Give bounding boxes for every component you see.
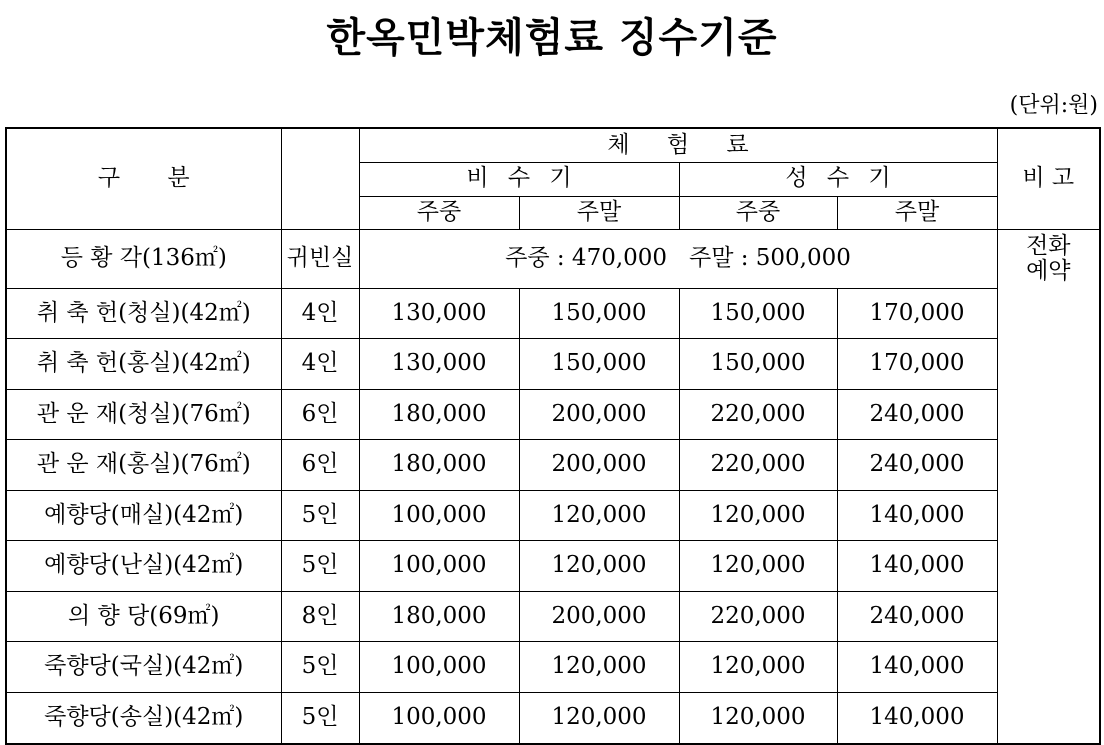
off-weekday-price: 130,000 [359, 339, 519, 390]
room-name: 예향당(난실)(42㎡) [6, 541, 281, 592]
off-weekend-price: 200,000 [519, 389, 679, 440]
room-capacity: 귀빈실 [281, 229, 359, 288]
peak-weekend-price: 240,000 [837, 591, 997, 642]
peak-weekday-price: 220,000 [679, 591, 837, 642]
off-weekend-price: 200,000 [519, 591, 679, 642]
room-name: 죽향당(국실)(42㎡) [6, 642, 281, 693]
table-row [6, 642, 1100, 693]
peak-weekend-price: 240,000 [837, 440, 997, 491]
table-row [6, 440, 1100, 491]
note-cell [997, 229, 1100, 744]
header-off-weekday: 주중 [359, 196, 519, 229]
off-weekday-price: 100,000 [359, 541, 519, 592]
unit-label: (단위:원) [1009, 93, 1098, 118]
room-capacity: 6인 [281, 389, 359, 440]
peak-weekend-price: 170,000 [837, 288, 997, 339]
peak-weekend-price: 140,000 [837, 541, 997, 592]
table-row [6, 389, 1100, 440]
table-row [6, 339, 1100, 390]
room-capacity: 5인 [281, 692, 359, 744]
off-weekend-price: 120,000 [519, 490, 679, 541]
room-name: 취 축 헌(청실)(42㎡) [6, 288, 281, 339]
room-capacity: 8인 [281, 591, 359, 642]
room-capacity: 5인 [281, 642, 359, 693]
note-line-1: 전화 [1026, 232, 1071, 259]
peak-weekday-price: 150,000 [679, 288, 837, 339]
room-capacity: 4인 [281, 339, 359, 390]
off-weekend-price: 120,000 [519, 541, 679, 592]
room-price-combined: 주중 : 470,000 주말 : 500,000 [359, 229, 997, 288]
peak-weekend-price: 240,000 [837, 389, 997, 440]
peak-weekend-price: 140,000 [837, 490, 997, 541]
peak-weekday-price: 150,000 [679, 339, 837, 390]
room-name: 죽향당(송실)(42㎡) [6, 692, 281, 744]
off-weekend-price: 200,000 [519, 440, 679, 491]
table-row [6, 591, 1100, 642]
table-row-first [6, 229, 1100, 288]
room-name: 예향당(매실)(42㎡) [6, 490, 281, 541]
header-off-weekend: 주말 [519, 196, 679, 229]
peak-weekday-price: 220,000 [679, 440, 837, 491]
table-row [6, 692, 1100, 744]
table-row [6, 490, 1100, 541]
peak-weekday-price: 120,000 [679, 692, 837, 744]
peak-weekday-price: 120,000 [679, 642, 837, 693]
off-weekday-price: 180,000 [359, 389, 519, 440]
room-name: 관 운 재(청실)(76㎡) [6, 389, 281, 440]
peak-weekend-price: 140,000 [837, 642, 997, 693]
note-line-2: 예약 [1026, 257, 1071, 284]
peak-weekend-price: 140,000 [837, 692, 997, 744]
off-weekday-price: 100,000 [359, 692, 519, 744]
table-row [6, 288, 1100, 339]
off-weekday-price: 100,000 [359, 642, 519, 693]
off-weekday-price: 180,000 [359, 440, 519, 491]
off-weekend-price: 150,000 [519, 339, 679, 390]
header-fee: 체 험 료 [359, 128, 997, 162]
room-name: 취 축 헌(홍실)(42㎡) [6, 339, 281, 390]
room-name: 의 향 당(69㎡) [6, 591, 281, 642]
peak-weekday-price: 120,000 [679, 490, 837, 541]
header-capacity-blank [281, 128, 359, 229]
header-off-season: 비 수 기 [359, 162, 679, 196]
peak-weekday-price: 120,000 [679, 541, 837, 592]
off-weekend-price: 150,000 [519, 288, 679, 339]
header-note: 비 고 [997, 128, 1100, 229]
peak-weekend-price: 170,000 [837, 339, 997, 390]
fee-table [5, 127, 1101, 745]
room-name: 등 황 각(136㎡) [6, 229, 281, 288]
header-peak-weekday: 주중 [679, 196, 837, 229]
peak-weekday-price: 220,000 [679, 389, 837, 440]
room-name: 관 운 재(홍실)(76㎡) [6, 440, 281, 491]
off-weekday-price: 100,000 [359, 490, 519, 541]
off-weekday-price: 130,000 [359, 288, 519, 339]
header-peak-season: 성 수 기 [679, 162, 997, 196]
header-category: 구 분 [6, 128, 281, 229]
off-weekday-price: 180,000 [359, 591, 519, 642]
header-peak-weekend: 주말 [837, 196, 997, 229]
room-capacity: 5인 [281, 490, 359, 541]
page-title: 한옥민박체험료 징수기준 [326, 14, 778, 61]
off-weekend-price: 120,000 [519, 642, 679, 693]
off-weekend-price: 120,000 [519, 692, 679, 744]
table-row [6, 541, 1100, 592]
room-capacity: 6인 [281, 440, 359, 491]
room-capacity: 4인 [281, 288, 359, 339]
room-capacity: 5인 [281, 541, 359, 592]
